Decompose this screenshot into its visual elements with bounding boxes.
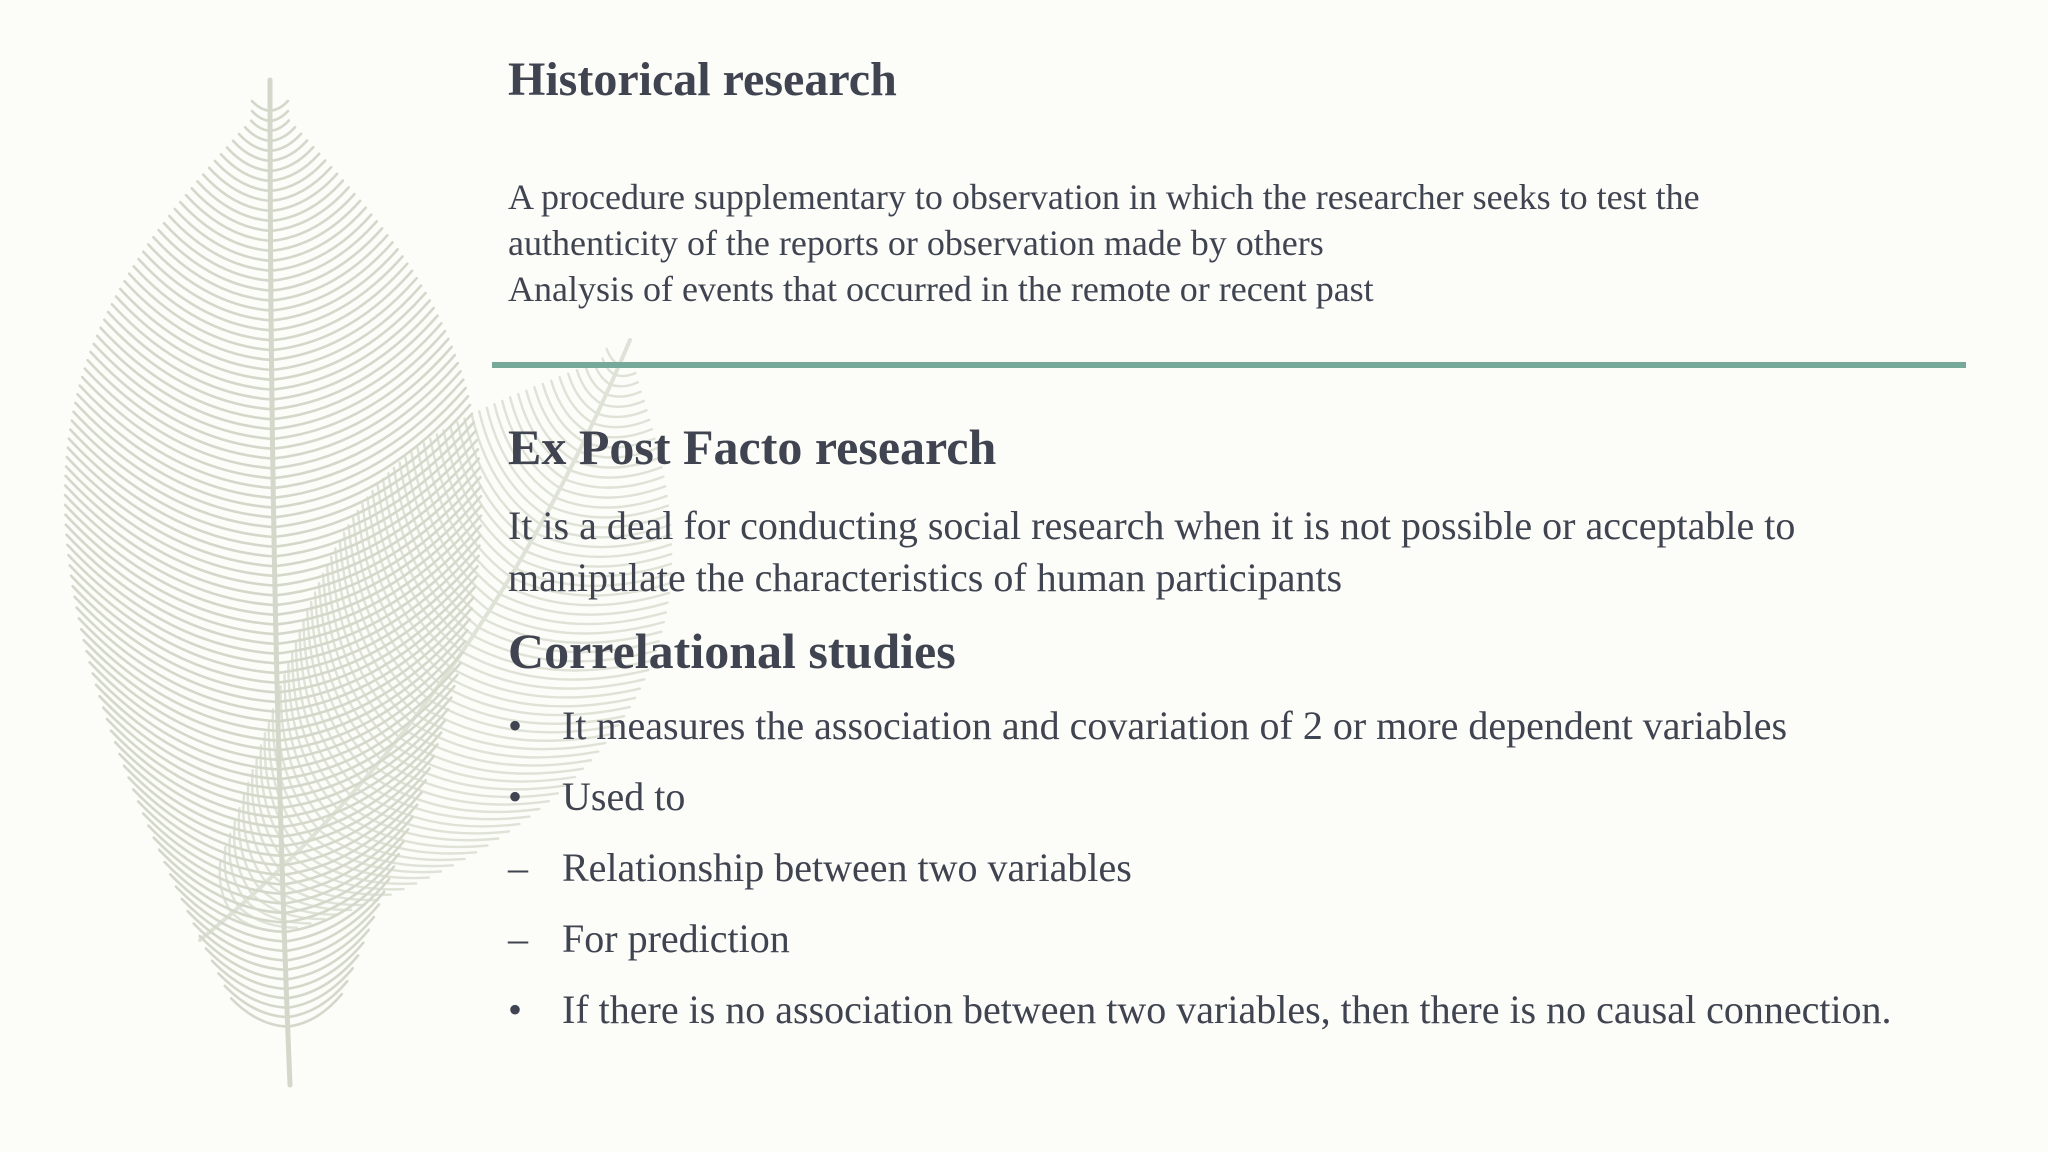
text-line: authenticity of the reports or observation made by others: [508, 223, 1324, 263]
list-item-text: For prediction: [562, 916, 790, 961]
feather-barb: [270, 154, 319, 181]
feather-barb: [251, 121, 270, 131]
feather-barb: [270, 167, 331, 201]
list-item-text: Relationship between two variables: [562, 845, 1132, 890]
feather-barb: [274, 422, 474, 537]
feather-barb: [271, 249, 398, 320]
correlational-studies-heading: Correlational studies: [508, 623, 956, 679]
feather-barb: [209, 168, 270, 201]
list-item: [508, 771, 1968, 823]
feather-barb: [270, 101, 288, 111]
feather-barb: [252, 101, 270, 111]
feather-barb: [568, 374, 597, 414]
list-item: [508, 700, 1968, 752]
text-line: Analysis of events that occurred in the remote or recent past: [508, 269, 1374, 309]
ex-post-facto-text: [508, 500, 1968, 604]
feather-barb: [252, 111, 270, 121]
feather-barb: [615, 373, 635, 376]
feather-barb: [65, 505, 275, 615]
feather-barb: [560, 377, 593, 423]
feather-barb: [65, 515, 275, 625]
feather-barb: [602, 401, 644, 407]
list-item-text: Used to: [562, 774, 686, 819]
historical-research-text: [508, 174, 1968, 312]
feather-barb: [65, 495, 275, 605]
feather-barb: [611, 382, 638, 386]
feather-front-plume: [65, 80, 481, 1085]
historical-research-heading: Historical research: [508, 53, 897, 106]
list-item: [508, 984, 1968, 1036]
correlational-studies-list: [508, 700, 1968, 1055]
list-item-text: It measures the association and covariation of 2 or more dependent variables: [562, 703, 1788, 748]
feather-barb: [143, 252, 271, 321]
ex-post-facto-heading: Ex Post Facto research: [508, 419, 997, 475]
bullet-marker: •: [508, 703, 523, 748]
list-item: [508, 842, 1968, 894]
bullet-marker: •: [508, 987, 523, 1032]
feather-barb: [65, 486, 275, 596]
feather-barb: [597, 410, 646, 417]
text-line: It is a deal for conducting social research when it is not possible or acceptable to: [508, 503, 1796, 548]
feather-barb: [221, 154, 270, 181]
feather-barb: [270, 121, 289, 131]
dash-marker: –: [508, 916, 528, 961]
list-item: [508, 913, 1968, 965]
feather-barb: [270, 111, 288, 121]
text-line: manipulate the characteristics of human participants: [508, 555, 1343, 600]
feather-barb: [274, 414, 472, 528]
text-line: A procedure supplementary to observation in which the researcher seeks to test the: [508, 177, 1700, 217]
feather-barb: [66, 476, 275, 586]
dash-marker: –: [508, 845, 528, 890]
feather-barb: [606, 392, 641, 397]
bullet-marker: •: [508, 774, 523, 819]
feather-barb: [270, 161, 325, 192]
list-item-text: If there is no association between two variables, then there is no causal connection.: [562, 987, 1892, 1032]
feather-barb: [215, 161, 270, 191]
section-divider: [492, 362, 1966, 368]
